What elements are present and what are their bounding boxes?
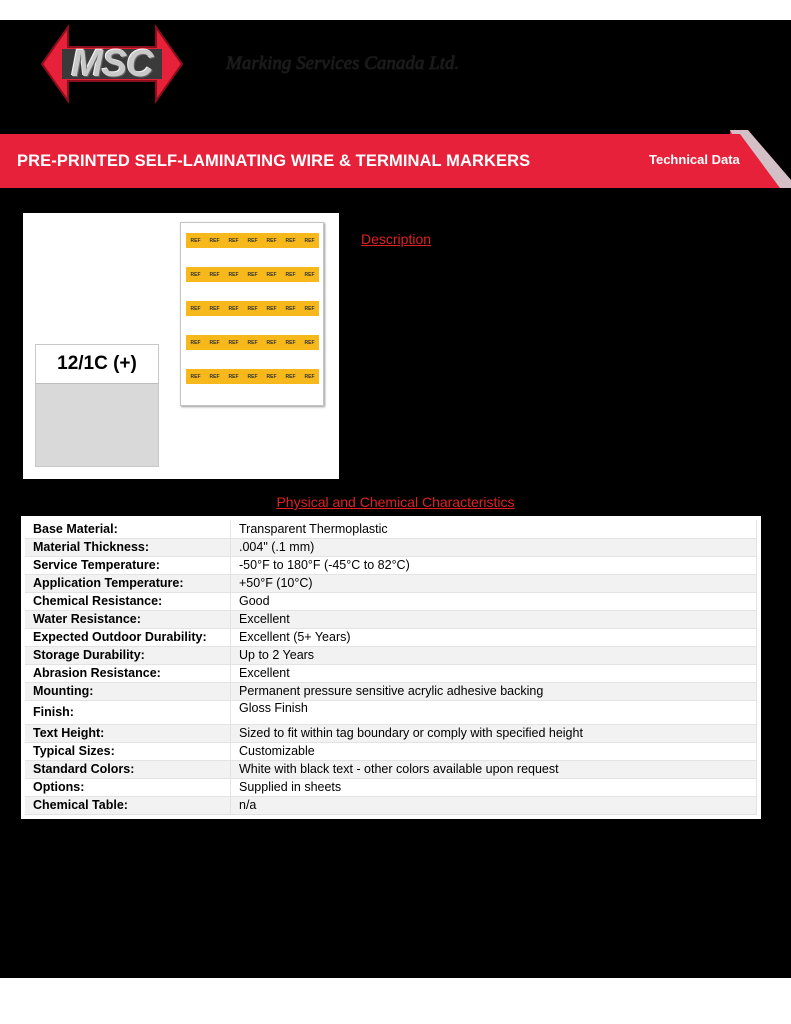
- marker-tag: REF: [228, 305, 239, 312]
- marker-tag: REF: [209, 373, 220, 380]
- marker-tag: REF: [266, 373, 277, 380]
- property-value: Excellent: [231, 664, 757, 682]
- property-label: Material Thickness:: [25, 538, 231, 556]
- table-row: [25, 556, 757, 574]
- marker-tag: REF: [247, 339, 258, 346]
- marker-tag: REF: [266, 237, 277, 244]
- marker-tag: REF: [266, 339, 277, 346]
- technical-data-label: Technical Data: [649, 152, 740, 167]
- table-row: [25, 520, 757, 538]
- msc-logo: [22, 23, 202, 105]
- company-name: Marking Services Canada Ltd.: [226, 53, 460, 74]
- property-label: Chemical Resistance:: [25, 592, 231, 610]
- marker-tag: REF: [285, 373, 296, 380]
- marker-tag: REF: [190, 339, 201, 346]
- property-label: Abrasion Resistance:: [25, 664, 231, 682]
- tag-row: [186, 267, 319, 282]
- table-row: [25, 724, 757, 742]
- marker-sheet: [180, 222, 324, 406]
- property-value: .004" (.1 mm): [231, 538, 757, 556]
- table-row: [25, 646, 757, 664]
- property-label: Application Temperature:: [25, 574, 231, 592]
- table-row: [25, 700, 757, 724]
- wire-marker-sample: [35, 344, 159, 467]
- property-value: -50°F to 180°F (-45°C to 82°C): [231, 556, 757, 574]
- marker-tag: REF: [304, 373, 315, 380]
- marker-tag: REF: [266, 271, 277, 278]
- table-row: [25, 760, 757, 778]
- marker-tag: REF: [247, 237, 258, 244]
- table-row: [25, 574, 757, 592]
- property-label: Water Resistance:: [25, 610, 231, 628]
- property-label: Chemical Table:: [25, 796, 231, 814]
- property-label: Storage Durability:: [25, 646, 231, 664]
- marker-tag: REF: [209, 339, 220, 346]
- marker-tag: REF: [304, 237, 315, 244]
- marker-tag: REF: [285, 339, 296, 346]
- characteristics-table: [21, 516, 761, 819]
- property-value: +50°F (10°C): [231, 574, 757, 592]
- marker-tag: REF: [228, 271, 239, 278]
- property-value: Gloss Finish: [231, 700, 757, 724]
- page-title: PRE-PRINTED SELF-LAMINATING WIRE & TERMINAL MARKERS: [17, 152, 531, 170]
- marker-tag: REF: [209, 237, 220, 244]
- property-label: Typical Sizes:: [25, 742, 231, 760]
- property-label: Options:: [25, 778, 231, 796]
- table-row: [25, 682, 757, 700]
- marker-tag: REF: [304, 305, 315, 312]
- property-label: Expected Outdoor Durability:: [25, 628, 231, 646]
- tag-row: [186, 369, 319, 384]
- property-label: Finish:: [25, 700, 231, 724]
- table-row: [25, 538, 757, 556]
- property-label: Service Temperature:: [25, 556, 231, 574]
- property-value: Permanent pressure sensitive acrylic adhesive backing: [231, 682, 757, 700]
- marker-tag: REF: [285, 305, 296, 312]
- table-row: [25, 664, 757, 682]
- property-value: Supplied in sheets: [231, 778, 757, 796]
- marker-tag: REF: [209, 271, 220, 278]
- table-row: [25, 778, 757, 796]
- table-row: [25, 610, 757, 628]
- logo-text: MSC: [71, 42, 153, 85]
- property-value: Excellent: [231, 610, 757, 628]
- property-value: n/a: [231, 796, 757, 814]
- marker-tag: REF: [190, 271, 201, 278]
- property-value: Transparent Thermoplastic: [231, 520, 757, 538]
- table-row: [25, 796, 757, 814]
- tag-row: [186, 335, 319, 350]
- datasheet-page: [0, 20, 791, 978]
- marker-label: 12/1C (+): [36, 345, 158, 384]
- property-value: Good: [231, 592, 757, 610]
- title-banner: [0, 130, 791, 188]
- marker-tag: REF: [228, 373, 239, 380]
- property-label: Base Material:: [25, 520, 231, 538]
- property-value: Excellent (5+ Years): [231, 628, 757, 646]
- marker-tag: REF: [285, 237, 296, 244]
- characteristics-heading[interactable]: Physical and Chemical Characteristics: [276, 494, 515, 510]
- table-row: [25, 742, 757, 760]
- property-label: Text Height:: [25, 724, 231, 742]
- marker-tag: REF: [247, 305, 258, 312]
- property-value: White with black text - other colors available upon request: [231, 760, 757, 778]
- tag-row: [186, 233, 319, 248]
- marker-tag: REF: [190, 237, 201, 244]
- tag-row: [186, 301, 319, 316]
- marker-tag: REF: [228, 237, 239, 244]
- property-value: Customizable: [231, 742, 757, 760]
- marker-tag: REF: [247, 373, 258, 380]
- table-row: [25, 592, 757, 610]
- marker-tag: REF: [285, 271, 296, 278]
- marker-tag: REF: [190, 305, 201, 312]
- marker-tag: REF: [247, 271, 258, 278]
- marker-tag: REF: [304, 271, 315, 278]
- marker-tag: REF: [190, 373, 201, 380]
- product-image: [23, 213, 339, 479]
- marker-tag: REF: [228, 339, 239, 346]
- property-value: Up to 2 Years: [231, 646, 757, 664]
- property-label: Mounting:: [25, 682, 231, 700]
- marker-tag: REF: [266, 305, 277, 312]
- marker-tag: REF: [209, 305, 220, 312]
- property-value: Sized to fit within tag boundary or comply with specified height: [231, 724, 757, 742]
- description-heading[interactable]: Description: [361, 231, 432, 247]
- property-label: Standard Colors:: [25, 760, 231, 778]
- marker-tag: REF: [304, 339, 315, 346]
- table-row: [25, 628, 757, 646]
